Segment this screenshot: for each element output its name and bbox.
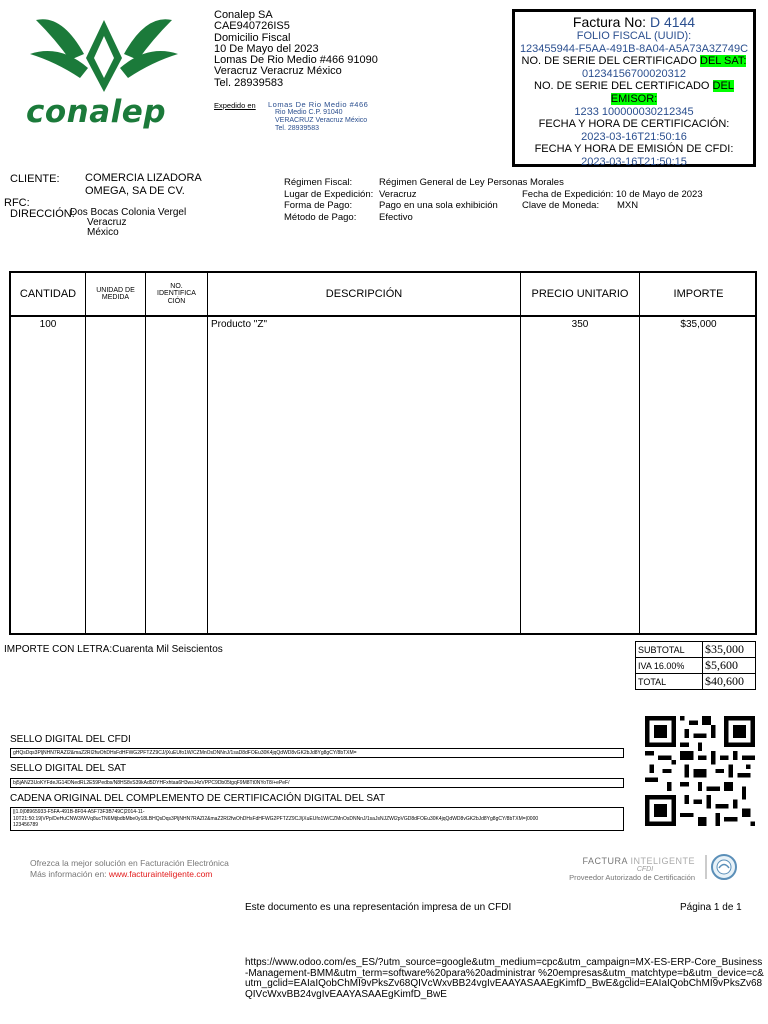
header-cantidad: CANTIDAD bbox=[19, 288, 77, 300]
serie-sat-label: NO. DE SERIE DEL CERTIFICADO bbox=[521, 55, 700, 68]
regimen-label: Régimen Fiscal: bbox=[284, 177, 353, 188]
sat-seal-icon bbox=[705, 851, 737, 883]
moneda-label: Clave de Moneda: bbox=[522, 200, 600, 211]
offer-text bbox=[30, 858, 229, 880]
cadena-value bbox=[10, 807, 624, 831]
issuer-domicilio-label: Domicilio Fiscal bbox=[214, 31, 291, 44]
metodo-value: Efectivo bbox=[379, 211, 413, 223]
invoice-title-line bbox=[515, 15, 753, 30]
forma-value: Pago en una sola exhibición bbox=[379, 200, 498, 211]
issuer-date: 10 De Mayo del 2023 bbox=[214, 42, 319, 55]
fiscal-info bbox=[284, 177, 703, 223]
cadena-line: ||1.0|08965933-F5FA-491B-8F04-A5F73F3B749C|2014-11- bbox=[13, 809, 145, 815]
invoice-title: Factura No: bbox=[572, 14, 647, 30]
direccion-line: Veracruz bbox=[87, 217, 127, 228]
serie-sat-label-line bbox=[515, 55, 753, 68]
serie-emisor-highlight: DEL EMISOR: bbox=[610, 80, 734, 105]
client-name-line: COMERCIA LIZADORA bbox=[85, 172, 202, 184]
serie-emisor-value: 1233 100000030212345 bbox=[574, 105, 694, 118]
direccion-line: Dos Bocas Colonia Vergel bbox=[70, 207, 187, 218]
cert-label: FECHA Y HORA DE CERTIFICACIÓN: bbox=[538, 118, 730, 131]
subtotal-value: $35,000 bbox=[703, 642, 756, 658]
serie-emisor-label-line bbox=[515, 80, 753, 105]
client-label: CLIENTE: bbox=[10, 173, 60, 185]
offer-prefix: Más información en: bbox=[30, 869, 109, 879]
column-divider bbox=[85, 273, 86, 633]
importe-con-letra: IMPORTE CON LETRA:Cuarenta Mil Seiscientos bbox=[4, 644, 223, 655]
sello-cfdi-value: gHQsDqs3PljNHN7RAZI2&maZ2RI2fwOhDHsFdHFWG2PFTZZ9CJ/jXuEUfo1W/CZMnOsDNNnJ/1saD8dFOEu30K4jqQdWD8vGK2bJd8Yg8gCY/8bTXM= bbox=[10, 748, 624, 758]
expedido-label: Expedido en bbox=[214, 101, 256, 110]
lugar-label: Lugar de Expedición: bbox=[284, 188, 374, 200]
issuer-phone: Tel. 28939583 bbox=[214, 76, 284, 89]
moneda-value: MXN bbox=[617, 200, 639, 211]
fecha-expedicion: Fecha de Expedición: 10 de Mayo de 2023 bbox=[522, 188, 703, 200]
fi-brand-2: INTELIGENTE bbox=[627, 856, 695, 866]
client-name-line: OMEGA, SA DE CV. bbox=[85, 185, 185, 197]
issuer-city: Veracruz Veracruz México bbox=[214, 65, 342, 78]
table-header bbox=[11, 273, 755, 317]
expedido-line: Tel. 28939583 bbox=[275, 125, 319, 132]
invoice-box bbox=[512, 9, 756, 167]
representacion-impresa: Este documento es una representación impresa de un CFDI bbox=[245, 902, 512, 913]
emision-value: 2023-03-16T21:50:15 bbox=[581, 155, 687, 168]
folio-value: 123455944-F5AA-491B-8A04-A5A73A3Z749C bbox=[519, 42, 749, 55]
fi-brand-text bbox=[555, 856, 695, 866]
lugar-value: Veracruz bbox=[379, 188, 417, 200]
qr-code bbox=[645, 714, 755, 828]
fi-proveedor: Proveedor Autorizado de Certificación bbox=[569, 873, 695, 882]
expedido-address bbox=[268, 101, 368, 133]
fi-cfdi: CFDI bbox=[636, 866, 654, 873]
offer-line: Ofrezca la mejor solución en Facturación Electrónica bbox=[30, 858, 229, 868]
cadena-label: CADENA ORIGINAL DEL COMPLEMENTO DE CERTIFICACIÓN DIGITAL DEL SAT bbox=[10, 793, 386, 804]
facturainteligente-link[interactable]: www.facturainteligente.com bbox=[108, 869, 213, 879]
column-divider bbox=[145, 273, 146, 633]
row-precio: 350 bbox=[571, 319, 589, 330]
issuer-street: Lomas De Rio Medio #466 91090 bbox=[214, 54, 378, 67]
row-cantidad: 100 bbox=[39, 319, 57, 330]
folio-label: FOLIO FISCAL (UUID): bbox=[576, 30, 692, 42]
total-label: TOTAL bbox=[636, 674, 703, 690]
subtotal-label: SUBTOTAL bbox=[636, 642, 703, 658]
sello-sat-label: SELLO DIGITAL DEL SAT bbox=[10, 763, 127, 774]
regimen-value: Régimen General de Ley Personas Morales bbox=[379, 177, 564, 188]
direccion-value bbox=[70, 208, 186, 238]
metodo-label: Método de Pago: bbox=[284, 211, 357, 223]
issuer-name: Conalep SA bbox=[214, 9, 273, 21]
footer-url[interactable]: https://www.odoo.com/es_ES/?utm_source=google&utm_medium=cpc&utm_campaign=MX-ES-ERP-Core_Business-Management-BMM&utm_term=software%20para%20administrar %20empresas&utm_matchtype=b&utm_device=c&utm_gclid=EAIaIQobChMI9vPksZv68QIVcWxvBB24vgIvEAAYASAAEgKimfD_BwE&gclid=EAIaIQobChMI9vPksZv68QIVcWxvBB24vgIvEAAYASAAEgKimfD_BwE bbox=[245, 957, 764, 1000]
row-descripcion: Producto "Z" bbox=[211, 319, 268, 330]
row-importe: $35,000 bbox=[680, 319, 717, 330]
header-descripcion: DESCRIPCIÓN bbox=[325, 288, 403, 300]
invoice-number: D 4144 bbox=[649, 14, 696, 30]
header-unidad: UNIDAD DE MEDIDA bbox=[96, 286, 135, 301]
items-table bbox=[9, 271, 757, 635]
serie-emisor-label: NO. DE SERIE DEL CERTIFICADO bbox=[534, 80, 713, 93]
serie-sat-value: 01234156700020312 bbox=[581, 67, 686, 80]
emision-label: FECHA Y HORA DE EMISIÓN DE CFDI: bbox=[534, 143, 734, 156]
cert-value: 2023-03-16T21:50:16 bbox=[581, 130, 687, 143]
total-value: $40,600 bbox=[703, 674, 756, 690]
sello-sat-value: bj5jANZ3UoKYFdeJG14DNedRL2E59Pedbs/N8HS8vS39kAd5DYHFxhtaa6H3wsJ4zVPPC9Db05tgqF9M8Tt0NYoT8/+ePeF/ bbox=[10, 778, 624, 788]
serie-sat-highlight: DEL SAT: bbox=[700, 55, 747, 68]
direccion-line: México bbox=[87, 227, 119, 238]
expedido-line: VERACRUZ Veracruz México bbox=[275, 117, 368, 124]
issuer-info bbox=[214, 10, 444, 89]
header-importe: IMPORTE bbox=[673, 288, 724, 300]
forma-label: Forma de Pago: bbox=[284, 200, 353, 211]
sello-cfdi-label: SELLO DIGITAL DEL CFDI bbox=[10, 734, 131, 745]
issuer-rfc: CAE940726IS5 bbox=[214, 20, 290, 33]
iva-label: IVA 16.00% bbox=[636, 658, 703, 674]
direccion-label: DIRECCIÓN: bbox=[10, 208, 75, 220]
cadena-line: 10T21:50:19|VPp/DeHuCNW3/WVq8ucTN6MtjbdbMbe0y18LBHQsDqs3PljNHN7RAZI2&maZ2RI2fwOhDHsFdHFWG2PFTZZ9CJ/jXuEUfo1W/CZMnOsDNNnJ/1saJsNJZWl2pVGD8dFOEu30K4jqQdWD8vGK2bJd8Yg8gCY/8bTXM=|0000 bbox=[13, 815, 539, 822]
fi-brand-1: FACTURA bbox=[582, 856, 628, 866]
page-number: Página 1 de 1 bbox=[680, 902, 742, 913]
cadena-line: 123456789 bbox=[13, 822, 39, 828]
iva-value: $5,600 bbox=[703, 658, 756, 674]
totals-table bbox=[635, 641, 756, 690]
conalep-logo-text: conalep bbox=[26, 94, 167, 130]
offer-line-2 bbox=[30, 869, 229, 880]
client-name bbox=[85, 172, 225, 198]
column-divider bbox=[207, 273, 208, 633]
header-identificacion: NO. IDENTIFICA CIÓN bbox=[157, 282, 196, 305]
header-precio: PRECIO UNITARIO bbox=[531, 288, 629, 300]
expedido-street: Lomas De Rio Medio #466 bbox=[268, 100, 369, 109]
expedido-line: Rio Medio C.P. 91040 bbox=[275, 109, 343, 116]
rfc-label: RFC: bbox=[4, 197, 30, 209]
factura-inteligente-brand bbox=[555, 856, 695, 882]
